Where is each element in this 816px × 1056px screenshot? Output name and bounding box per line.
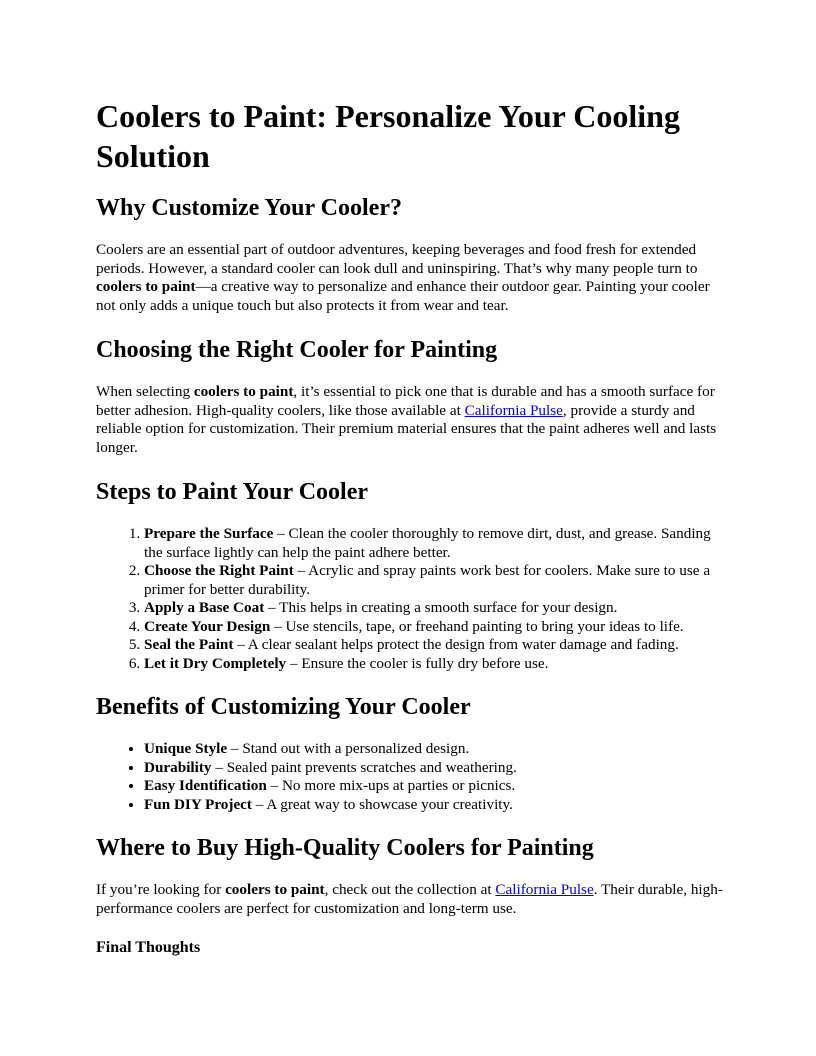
paragraph-choosing: [96, 383, 724, 457]
step-text: – Acrylic and spray paints work best for coolers. Make sure to use a primer for better durability.: [144, 562, 711, 598]
list-item: [144, 777, 724, 796]
text-span: . Their durable, high-performance coolers are perfect for customization and long-term use.: [96, 881, 723, 917]
step-text: – This helps in creating a smooth surface for your design.: [264, 599, 618, 616]
section-heading-steps: Steps to Paint Your Cooler: [96, 479, 368, 505]
text-span: Coolers are an essential part of outdoor adventures, keeping beverages and food fresh for extended periods. However, a standard cooler can look dull and uninspiring. That’s why many people turn to: [96, 241, 698, 277]
list-item: [144, 759, 724, 778]
benefit-title: Fun DIY Project: [144, 795, 252, 813]
california-pulse-link[interactable]: California Pulse: [464, 401, 563, 419]
list-item: [144, 618, 724, 637]
list-item: [144, 562, 724, 599]
section-heading-benefits: Benefits of Customizing Your Cooler: [96, 694, 471, 720]
page-title: Coolers to Paint: Personalize Your Cooling Solution: [96, 98, 680, 174]
benefits-list: [96, 740, 724, 814]
step-title: Seal the Paint: [144, 636, 234, 653]
steps-list: [96, 525, 724, 673]
bold-keyword: coolers to paint: [96, 278, 196, 295]
step-text: – Clean the cooler thoroughly to remove dirt, dust, and grease. Sanding the surface lightly can help the paint adhere better.: [144, 525, 711, 561]
step-title: Create Your Design: [144, 617, 271, 635]
benefit-text: – Sealed paint prevents scratches and weathering.: [211, 758, 517, 776]
benefit-title: Easy Identification: [144, 777, 267, 794]
benefit-title: Durability: [144, 758, 212, 776]
text-span: , provide a sturdy and reliable option for customization. Their premium material ensures that the paint adheres well and lasts longer.: [96, 401, 717, 456]
step-title: Let it Dry Completely: [144, 654, 287, 672]
step-text: – Use stencils, tape, or freehand painting to bring your ideas to life.: [270, 617, 684, 635]
bold-keyword: coolers to paint: [225, 881, 325, 898]
text-span: —a creative way to personalize and enhance their outdoor gear. Painting your cooler not only adds a unique touch but also protects it from wear and tear.: [96, 278, 710, 314]
section-heading-choosing: Choosing the Right Cooler for Painting: [96, 337, 498, 363]
list-item: [144, 655, 724, 674]
step-text: – A clear sealant helps protect the design from water damage and fading.: [233, 636, 679, 653]
benefit-text: – No more mix-ups at parties or picnics.: [266, 777, 516, 794]
benefit-text: – A great way to showcase your creativity.: [251, 795, 513, 813]
benefit-text: – Stand out with a personalized design.: [227, 740, 470, 757]
step-title: Prepare the Surface: [144, 525, 274, 542]
step-title: Apply a Base Coat: [144, 599, 265, 616]
list-item: [144, 525, 724, 562]
section-heading-why: Why Customize Your Cooler?: [96, 195, 402, 221]
list-item: [144, 796, 724, 815]
section-heading-where: Where to Buy High-Quality Coolers for Painting: [96, 835, 594, 861]
text-span: When selecting: [96, 383, 194, 400]
list-item: [144, 636, 724, 655]
text-span: , check out the collection at: [324, 881, 496, 898]
text-span: If you’re looking for: [96, 881, 226, 898]
paragraph-why: [96, 241, 724, 315]
california-pulse-link[interactable]: California Pulse: [495, 881, 594, 898]
document-page: [96, 96, 724, 957]
text-span: , it’s essential to pick one that is durable and has a smooth surface for better adhesion. High-quality coolers, like those available at: [96, 383, 715, 419]
list-item: [144, 599, 724, 618]
benefit-title: Unique Style: [144, 740, 228, 757]
bold-keyword: coolers to paint: [193, 383, 294, 400]
paragraph-where: [96, 881, 724, 918]
step-title: Choose the Right Paint: [144, 562, 294, 579]
step-text: – Ensure the cooler is fully dry before use.: [286, 654, 549, 672]
section-heading-final: Final Thoughts: [96, 939, 201, 956]
list-item: [144, 740, 724, 759]
